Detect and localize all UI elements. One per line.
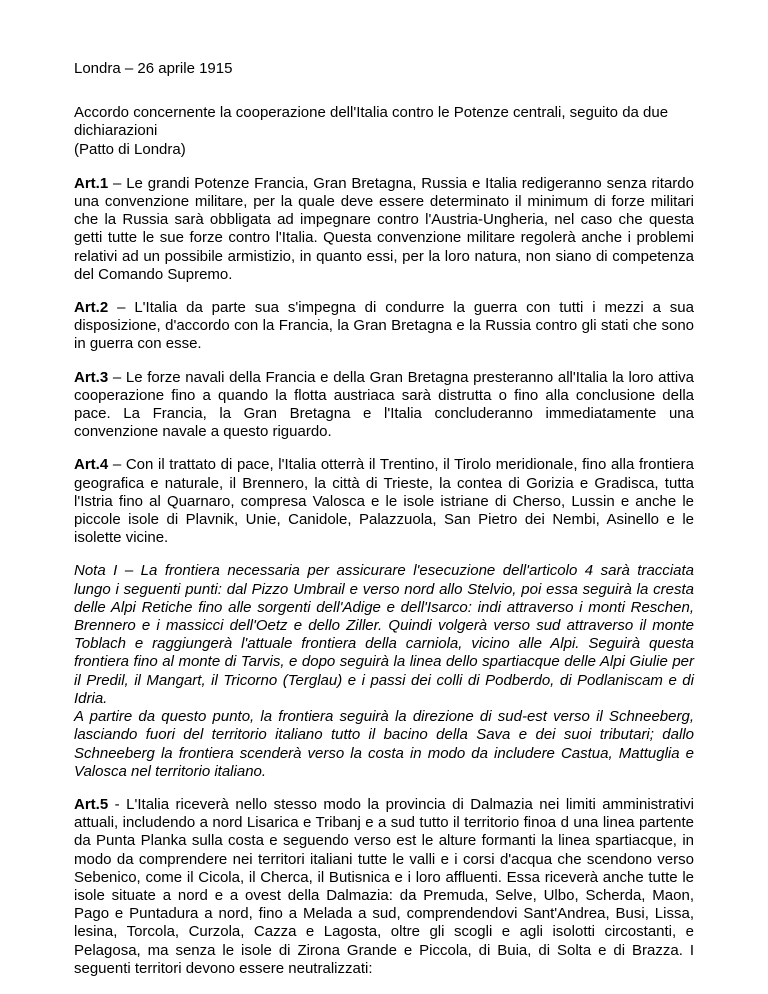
title-line-2: (Patto di Londra) xyxy=(74,140,186,158)
article-5 xyxy=(74,796,694,978)
article-2-text: – L'Italia da parte sua s'impegna di condurre la guerra con tutti i mezzi a sua disposizione, d'accordo con la Francia, la Gran Bretagna e la Russia contro gli stati che sono in guerra con esse. xyxy=(74,299,694,353)
article-2-label: Art.2 xyxy=(74,299,109,317)
article-1 xyxy=(74,175,694,284)
article-2 xyxy=(74,299,694,354)
article-4 xyxy=(74,456,694,547)
article-5-label: Art.5 xyxy=(74,795,109,813)
title-line-1: Accordo concernente la cooperazione dell'Italia contro le Potenze centrali, seguito da due dichiarazioni xyxy=(74,104,669,140)
note-1-paragraph-1: Nota I – La frontiera necessaria per assicurare l'esecuzione dell'articolo 4 sarà tracciata lungo i seguenti punti: dal Pizzo Umbrail e verso nord allo Stelvio, poi essa seguirà la cresta delle Alpi Retiche fino alle sorgenti dell'Adige e dell'Isarco: indi attraverso i monti Reschen, Brennero e i massicci dell'Oetz e dello Ziller. Quindi volgerà verso sud attraverso il monte Toblach e raggiungerà l'attuale frontiera della carniola, vicino alle Alpi. Seguirà questa frontiera fino al monte di Tarvis, e dopo seguirà la linea dello spartiacque delle Alpi Giulie per il Predil, il Mangart, il Tricorno (Terglau) e i passi dei colli di Podberdo, di Podlaniscam e di Idria. xyxy=(74,562,694,707)
article-4-label: Art.4 xyxy=(74,456,109,474)
article-3 xyxy=(74,369,694,442)
article-4-text: – Con il trattato di pace, l'Italia otterrà il Trentino, il Tirolo meridionale, fino alla frontiera geografica e naturale, il Brennero, la città di Trieste, la contea di Gorizia e Gradisca, tutta l'Istria fino al Quarnaro, compresa Valosca e le isole istriane di Cherso, Lussin e anche le piccole isole di Plavnik, Unie, Canidole, Palazzuola, San Pietro dei Nembi, Asinello e le isolette vicine. xyxy=(74,456,694,547)
article-5-text: - L'Italia riceverà nello stesso modo la provincia di Dalmazia nei limiti amministrativi attuali, includendo a nord Lisarica e Tribanj e a sud tutto il territorio finoa d una linea partente da Punta Planka sulla costa e seguendo verso est le alture formanti la linea spartiacque, in modo da comprendere nei territori italiani tutte le valli e i corsi d'acqua che scendono verso Sebenico, come il Cicola, il Cherca, il Butisnica e i loro affluenti. Essa riceverà anche tutte le isole situate a nord e a ovest della Dalmazia: da Premuda, Selve, Ulbo, Scherda, Maon, Pago e Puntadura a nord, fino a Melada a sud, comprendendovi Sant'Andrea, Busi, Lissa, lesina, Torcola, Curzola, Cazza e Lagosta, oltre gli scogli e agli isolotti circostanti, e Pelagosa, ma senza le isole di Zirona Grande e Piccola, di Buia, di Solta e di Brazza. I seguenti territori devono essere neutralizzati: xyxy=(74,795,694,977)
article-3-label: Art.3 xyxy=(74,368,109,386)
document-title xyxy=(74,104,694,159)
note-1 xyxy=(74,562,694,780)
article-1-label: Art.1 xyxy=(74,174,109,192)
document-page xyxy=(74,60,694,993)
article-3-text: – Le forze navali della Francia e della Gran Bretagna presteranno all'Italia la loro attiva cooperazione fino a quando la flotta austriaca sarà distrutta o fino alla conclusione della pace. La Francia, la Gran Bretagna e l'Italia concluderanno immediatamente una convenzione navale a questo riguardo. xyxy=(74,368,694,441)
note-1-paragraph-2: A partire da questo punto, la frontiera seguirà la direzione di sud-est verso il Schneeberg, lasciando fuori del territorio italiano tutto il bacino della Sava e dei suoi tributari; dallo Schneeberg la frontiera scenderà verso la costa in modo da includere Castua, Mattuglia e Valosca nel territorio italiano. xyxy=(74,708,694,780)
date-line: Londra – 26 aprile 1915 xyxy=(74,60,233,77)
article-1-text: – Le grandi Potenze Francia, Gran Bretagna, Russia e Italia redigeranno senza ritardo una convenzione militare, per la quale deve essere determinato il minimum di forze militari che la Russia sarà obbligata ad impegnare contro l'Austria-Ungheria, nel caso che questa getti tutte le sue forze contro l'Italia. Questa convenzione militare regolerà anche i problemi relativi ad un possibile armistizio, in quanto essi, per la loro natura, non siano di competenza del Comando Supremo. xyxy=(74,174,694,283)
